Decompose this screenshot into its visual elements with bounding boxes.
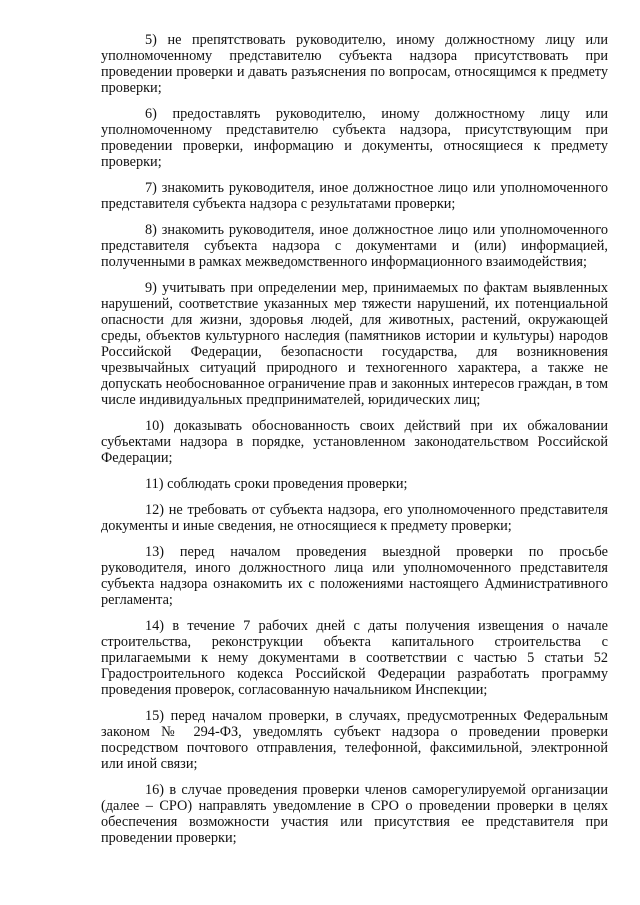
paragraph-item-12: 12) не требовать от субъекта надзора, его уполномоченного представителя документы и иные сведения, не относящиеся к предмету проверки;	[101, 502, 608, 534]
paragraph-item-16: 16) в случае проведения проверки членов саморегулируемой организации (далее – СРО) направлять уведомление в СРО о проведении проверки в целях обеспечения возможности участия или присутствия ее представителя при проведении проверки;	[101, 782, 608, 846]
paragraph-item-9: 9) учитывать при определении мер, принимаемых по фактам выявленных нарушений, соответствие указанных мер тяжести нарушений, их потенциальной опасности для жизни, здоровья людей, для животных, растений, окружающей среды, объектов культурного наследия (памятников истории и культуры) народов Российской Федерации, безопасности государства, для возникновения чрезвычайных ситуаций природного и техногенного характера, а также не допускать необоснованное ограничение прав и законных интересов граждан, в том числе индивидуальных предпринимателей, юридических лиц;	[101, 280, 608, 408]
paragraph-item-11: 11) соблюдать сроки проведения проверки;	[145, 476, 408, 492]
paragraph-item-8: 8) знакомить руководителя, иное должностное лицо или уполномоченного представителя субъекта надзора с документами и (или) информацией, полученными в рамках межведомственного информационного взаимодействия;	[101, 222, 608, 270]
paragraph-item-5: 5) не препятствовать руководителю, иному должностному лицу или уполномоченному представителю субъекта надзора присутствовать при проведении проверки и давать разъяснения по вопросам, относящимся к предмету проверки;	[101, 32, 608, 96]
paragraph-item-7: 7) знакомить руководителя, иное должностное лицо или уполномоченного представителя субъекта надзора с результатами проверки;	[101, 180, 608, 212]
paragraph-item-13: 13) перед началом проведения выездной проверки по просьбе руководителя, иного должностного лица или уполномоченного представителя субъекта надзора ознакомить их с положениями настоящего Административного регламента;	[101, 544, 608, 608]
paragraph-item-10: 10) доказывать обоснованность своих действий при их обжаловании субъектами надзора в порядке, установленном законодательством Российской Федерации;	[101, 418, 608, 466]
paragraph-item-6: 6) предоставлять руководителю, иному должностному лицу или уполномоченному представителю субъекта надзора, присутствующим при проведении проверки, информацию и документы, относящиеся к предмету проверки;	[101, 106, 608, 170]
paragraph-item-14: 14) в течение 7 рабочих дней с даты получения извещения о начале строительства, реконструкции объекта капитального строительства с прилагаемыми к нему документами в соответствии с частью 5 статьи 52 Градостроительного кодекса Российской Федерации разработать программу проведения проверок, согласованную начальником Инспекции;	[101, 618, 608, 698]
paragraph-item-15: 15) перед началом проверки, в случаях, предусмотренных Федеральным законом № 294-ФЗ, уведомлять субъект надзора о проведении проверки посредством почтового отправления, телефонной, факсимильной, электронной или иной связи;	[101, 708, 608, 772]
